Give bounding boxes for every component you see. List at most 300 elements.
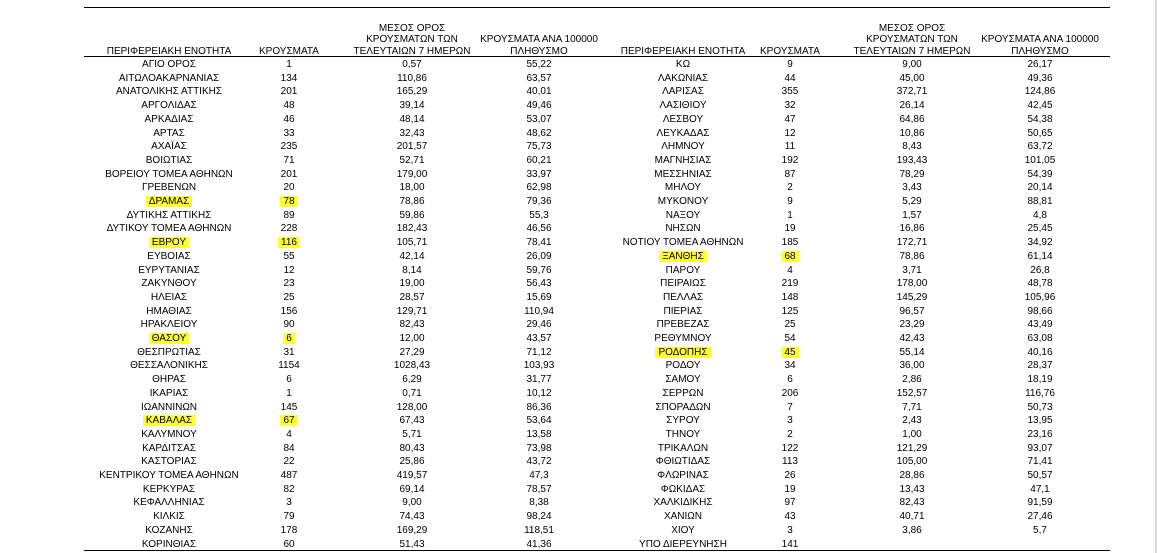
- right-cell-cases: [755, 181, 825, 195]
- right-cases-text: 54: [784, 333, 796, 344]
- left-cell-cases: [254, 113, 324, 127]
- left-per100k-text: 49,46: [526, 100, 552, 112]
- left-per100k-text: 53,07: [526, 113, 552, 125]
- right-cell-name: [600, 455, 766, 469]
- left-cell-per100k: [476, 401, 602, 415]
- left-cell-avg7: [348, 373, 476, 387]
- right-name-text: ΛΗΜΝΟΥ: [661, 141, 705, 153]
- left-cell-avg7: [348, 209, 476, 223]
- table-row: [0, 524, 1157, 538]
- table-row: [0, 264, 1157, 278]
- table-row: [0, 346, 1157, 360]
- right-cell-cases: [755, 222, 825, 236]
- right-cell-cases: [755, 414, 825, 428]
- right-avg7-text: 13,43: [899, 483, 925, 495]
- right-cell-cases: [755, 496, 825, 510]
- left-per100k-text: 8,38: [529, 497, 549, 509]
- left-cases-text: 89: [283, 209, 295, 221]
- right-name-text: ΠΕΙΡΑΙΩΣ: [660, 278, 706, 290]
- right-cell-cases: [755, 127, 825, 141]
- right-cases-text: 26: [784, 470, 796, 481]
- left-cell-avg7: [348, 442, 476, 456]
- right-per100k-text: 93,07: [1027, 442, 1053, 454]
- right-per100k-text: 50,57: [1027, 470, 1053, 481]
- right-cell-avg7: [848, 277, 976, 291]
- left-avg7-text: 201,57: [396, 141, 428, 153]
- right-cell-per100k: [976, 359, 1104, 373]
- right-cell-cases: [755, 236, 825, 250]
- right-cell-cases: [755, 140, 825, 154]
- left-cases-text: 1: [286, 59, 292, 70]
- right-cell-cases: [755, 469, 825, 483]
- left-cell-avg7: [348, 113, 476, 127]
- left-name-text: ΚΑΒΑΛΑΣ: [143, 415, 195, 426]
- left-avg7-text: 67,43: [399, 415, 425, 427]
- right-cases-text: 1: [787, 209, 793, 221]
- right-name-text: ΛΑΡΙΣΑΣ: [662, 86, 704, 98]
- right-cell-per100k: [976, 373, 1104, 387]
- left-cell-name: [84, 181, 254, 195]
- right-cell-per100k: [976, 332, 1104, 346]
- right-name-text: ΛΕΣΒΟΥ: [662, 113, 704, 125]
- right-cases-text: 185: [781, 237, 799, 249]
- left-cell-name: [84, 113, 254, 127]
- right-avg7-text: 145,29: [896, 291, 928, 303]
- left-cases-text: 1154: [278, 360, 300, 372]
- left-avg7-text: 74,43: [399, 511, 425, 523]
- right-cell-avg7: [848, 222, 976, 236]
- right-cell-per100k: [976, 318, 1104, 332]
- right-cell-name: [600, 72, 766, 86]
- right-cell-per100k: [976, 305, 1104, 319]
- left-cell-name: [84, 469, 254, 483]
- right-cell-per100k: [976, 483, 1104, 497]
- right-cell-avg7: [848, 154, 976, 168]
- left-cell-cases: [254, 483, 324, 497]
- right-cell-cases: [755, 359, 825, 373]
- right-cell-name: [600, 127, 766, 141]
- right-name-text: ΛΑΚΩΝΙΑΣ: [657, 72, 709, 84]
- left-name-text: ΚΕΝΤΡΙΚΟΥ ΤΟΜΕΑ ΑΘΗΝΩΝ: [99, 470, 239, 481]
- right-cell-name: [600, 58, 766, 72]
- left-avg7-text: 28,57: [399, 291, 425, 303]
- left-per100k-text: 56,43: [526, 278, 552, 290]
- right-cell-per100k: [976, 455, 1104, 469]
- left-cell-name: [84, 524, 254, 538]
- right-cell-avg7: [848, 373, 976, 387]
- right-cases-text: 25: [784, 319, 796, 331]
- header-region-right: ΠΕΡΙΦΕΡΕΙΑΚΗ ΕΝΟΤΗΤΑ: [620, 45, 746, 57]
- left-cell-cases: [254, 250, 324, 264]
- left-cell-name: [84, 401, 254, 415]
- left-cell-name: [84, 85, 254, 99]
- right-cell-avg7: [848, 58, 976, 72]
- left-cell-name: [84, 510, 254, 524]
- right-cell-per100k: [976, 346, 1104, 360]
- right-cell-name: [600, 277, 766, 291]
- left-cell-per100k: [476, 264, 602, 278]
- left-cell-name: [84, 236, 254, 250]
- left-cell-name: [84, 168, 254, 182]
- left-name-text: ΕΒΡΟΥ: [149, 237, 189, 248]
- right-cell-cases: [755, 510, 825, 524]
- right-cell-name: [600, 428, 766, 442]
- left-cell-cases: [254, 442, 324, 456]
- left-per100k-text: 73,98: [526, 442, 552, 454]
- right-cell-name: [600, 154, 766, 168]
- right-cell-cases: [755, 401, 825, 415]
- left-cases-text: 3: [286, 497, 292, 509]
- left-cases-text: 145: [280, 401, 298, 413]
- left-cell-name: [84, 483, 254, 497]
- right-name-text: ΡΕΘΥΜΝΟΥ: [654, 333, 712, 344]
- left-cases-text: 79: [283, 511, 295, 523]
- right-avg7-text: 3,43: [902, 182, 922, 194]
- left-cell-cases: [254, 140, 324, 154]
- left-cases-text: 48: [283, 100, 295, 112]
- right-cell-name: [600, 250, 766, 264]
- left-cell-cases: [254, 510, 324, 524]
- right-cases-text: 219: [781, 278, 799, 290]
- left-avg7-text: 52,71: [399, 154, 425, 166]
- right-avg7-text: 1,00: [902, 428, 922, 440]
- right-name-text: ΠΙΕΡΙΑΣ: [663, 305, 703, 317]
- left-name-text: ΙΩΑΝΝΙΝΩΝ: [140, 401, 198, 413]
- right-cell-cases: [755, 99, 825, 113]
- table-row: [0, 469, 1157, 483]
- left-cell-per100k: [476, 113, 602, 127]
- left-cell-avg7: [348, 181, 476, 195]
- header-cases-left: ΚΡΟΥΣΜΑΤΑ: [259, 45, 319, 57]
- left-avg7-text: 169,29: [396, 524, 428, 536]
- left-cell-per100k: [476, 222, 602, 236]
- right-cell-per100k: [976, 195, 1104, 209]
- left-cell-avg7: [348, 154, 476, 168]
- left-cell-avg7: [348, 332, 476, 346]
- left-cell-per100k: [476, 58, 602, 72]
- left-cell-avg7: [348, 277, 476, 291]
- right-name-text: ΝΑΞΟΥ: [665, 209, 701, 221]
- left-cases-text: 6: [286, 374, 292, 386]
- right-avg7-text: 96,57: [899, 305, 925, 317]
- right-per100k-text: 71,41: [1027, 456, 1053, 468]
- right-cell-avg7: [848, 469, 976, 483]
- right-avg7-text: 23,29: [899, 319, 925, 331]
- right-cell-name: [600, 99, 766, 113]
- left-name-text: ΕΥΡΥΤΑΝΙΑΣ: [138, 264, 200, 276]
- left-cases-text: 134: [280, 72, 298, 84]
- right-cell-avg7: [848, 442, 976, 456]
- left-cell-name: [84, 332, 254, 346]
- table-row: [0, 72, 1157, 86]
- left-name-text: ΚΑΡΔΙΤΣΑΣ: [142, 442, 196, 454]
- left-avg7-text: 129,71: [396, 305, 428, 317]
- left-per100k-text: 75,73: [526, 141, 552, 153]
- right-per100k-text: 124,86: [1024, 86, 1056, 98]
- right-per100k-text: 43,49: [1027, 319, 1053, 331]
- right-cases-text: 192: [781, 154, 799, 166]
- right-avg7-text: 3,86: [902, 524, 922, 536]
- right-cases-text: 47: [784, 113, 796, 125]
- right-cell-per100k: [976, 168, 1104, 182]
- left-cases-text: 156: [280, 305, 298, 317]
- right-per100k-text: 13,95: [1027, 415, 1053, 427]
- table-row: [0, 305, 1157, 319]
- left-name-text: ΑΡΓΟΛΙΔΑΣ: [141, 100, 197, 112]
- left-cell-avg7: [348, 469, 476, 483]
- table-top-rule: [84, 7, 1110, 8]
- header-cases-right: ΚΡΟΥΣΜΑΤΑ: [760, 45, 820, 57]
- left-avg7-text: 0,71: [402, 387, 422, 399]
- right-per100k-text: 101,05: [1024, 154, 1056, 166]
- right-cell-name: [600, 291, 766, 305]
- left-cell-per100k: [476, 209, 602, 223]
- right-cell-name: [600, 387, 766, 401]
- left-cell-cases: [254, 373, 324, 387]
- header-per100k-right: ΚΡΟΥΣΜΑΤΑ ΑΝΑ 100000 ΠΛΗΘΥΣΜΟ: [981, 34, 1099, 57]
- left-per100k-text: 86,36: [526, 401, 552, 413]
- left-name-text: ΑΡΚΑΔΙΑΣ: [144, 113, 194, 125]
- left-per100k-text: 43,57: [526, 333, 552, 344]
- left-per100k-text: 118,51: [524, 524, 554, 536]
- right-cell-name: [600, 346, 766, 360]
- right-cell-name: [600, 195, 766, 209]
- header-region-left: ΠΕΡΙΦΕΡΕΙΑΚΗ ΕΝΟΤΗΤΑ: [106, 45, 232, 57]
- right-cell-per100k: [976, 85, 1104, 99]
- right-name-text: ΦΩΚΙΔΑΣ: [660, 483, 706, 495]
- table-row: [0, 414, 1157, 428]
- right-cell-name: [600, 85, 766, 99]
- right-cell-per100k: [976, 291, 1104, 305]
- right-cell-per100k: [976, 209, 1104, 223]
- left-cell-avg7: [348, 387, 476, 401]
- left-cell-avg7: [348, 428, 476, 442]
- table-row: [0, 250, 1157, 264]
- left-cell-avg7: [348, 99, 476, 113]
- right-cell-cases: [755, 318, 825, 332]
- left-avg7-text: 69,14: [399, 483, 425, 495]
- right-cases-text: 125: [781, 305, 799, 317]
- right-cell-cases: [755, 72, 825, 86]
- left-cell-name: [84, 291, 254, 305]
- left-per100k-text: 59,76: [526, 264, 552, 276]
- left-name-text: ΔΥΤΙΚΟΥ ΤΟΜΕΑ ΑΘΗΝΩΝ: [106, 223, 232, 235]
- left-per100k-text: 13,58: [526, 428, 552, 440]
- left-avg7-text: 51,43: [399, 538, 425, 550]
- left-per100k-text: 33,97: [526, 168, 552, 180]
- left-cell-cases: [254, 72, 324, 86]
- left-name-text: ΑΡΤΑΣ: [153, 127, 185, 139]
- left-cell-per100k: [476, 99, 602, 113]
- left-name-text: ΔΡΑΜΑΣ: [146, 196, 192, 207]
- table-row: [0, 99, 1157, 113]
- left-cell-per100k: [476, 346, 602, 360]
- left-avg7-text: 6,29: [402, 374, 422, 386]
- table-row: [0, 332, 1157, 346]
- right-cell-avg7: [848, 332, 976, 346]
- left-cell-avg7: [348, 72, 476, 86]
- left-cell-cases: [254, 181, 324, 195]
- right-cell-avg7: [848, 99, 976, 113]
- left-cases-text: 487: [280, 470, 298, 481]
- right-avg7-text: 105,00: [896, 456, 928, 468]
- right-cell-avg7: [848, 483, 976, 497]
- left-cell-cases: [254, 99, 324, 113]
- right-cell-avg7: [848, 524, 976, 538]
- left-cell-cases: [254, 318, 324, 332]
- right-per100k-text: 4,8: [1033, 209, 1047, 221]
- right-cases-text: 19: [784, 483, 796, 495]
- right-name-text: ΥΠΟ ΔΙΕΡΕΥΝΗΣΗ: [639, 538, 727, 550]
- left-cell-per100k: [476, 305, 602, 319]
- table-row: [0, 496, 1157, 510]
- right-name-text: ΧΑΝΙΩΝ: [663, 511, 703, 523]
- left-avg7-text: 105,71: [396, 237, 428, 249]
- header-avg7-right: ΜΕΣΟΣ ΟΡΟΣ ΚΡΟΥΣΜΑΤΩΝ ΤΩΝ ΤΕΛΕΥΤΑΙΩΝ 7 ΗΜΕΡΩΝ: [853, 22, 971, 57]
- right-cell-avg7: [848, 346, 976, 360]
- left-cell-name: [84, 496, 254, 510]
- right-cases-text: 6: [787, 374, 793, 386]
- left-cell-avg7: [348, 291, 476, 305]
- left-cases-text: 6: [283, 333, 295, 344]
- right-avg7-text: 2,86: [902, 374, 922, 386]
- left-cell-avg7: [348, 318, 476, 332]
- right-cell-per100k: [976, 264, 1104, 278]
- left-name-text: ΘΕΣΣΑΛΟΝΙΚΗΣ: [130, 360, 208, 372]
- left-cell-name: [84, 250, 254, 264]
- left-cell-cases: [254, 195, 324, 209]
- right-cell-cases: [755, 58, 825, 72]
- left-name-text: ΕΥΒΟΙΑΣ: [147, 250, 191, 262]
- left-cell-cases: [254, 85, 324, 99]
- right-cell-name: [600, 414, 766, 428]
- right-cell-avg7: [848, 291, 976, 305]
- right-cell-name: [600, 305, 766, 319]
- right-cell-avg7: [848, 387, 976, 401]
- right-cases-text: 113: [782, 456, 798, 468]
- table-row: [0, 168, 1157, 182]
- right-cell-cases: [755, 442, 825, 456]
- right-cell-per100k: [976, 250, 1104, 264]
- left-cell-per100k: [476, 332, 602, 346]
- table-row: [0, 209, 1157, 223]
- right-cell-cases: [755, 387, 825, 401]
- right-cases-text: 68: [781, 251, 798, 262]
- right-avg7-text: 9,00: [902, 59, 922, 70]
- left-cell-cases: [254, 428, 324, 442]
- right-avg7-text: 78,29: [899, 168, 925, 180]
- left-cell-avg7: [348, 250, 476, 264]
- right-per100k-text: 91,59: [1027, 497, 1053, 509]
- left-avg7-text: 128,00: [396, 401, 428, 413]
- right-name-text: ΚΩ: [675, 59, 691, 70]
- right-name-text: ΠΡΕΒΕΖΑΣ: [656, 319, 710, 331]
- left-cell-cases: [254, 401, 324, 415]
- table-row: [0, 387, 1157, 401]
- right-cell-cases: [755, 291, 825, 305]
- left-name-text: ΗΛΕΙΑΣ: [150, 291, 188, 303]
- left-cell-name: [84, 154, 254, 168]
- left-name-text: ΘΑΣΟΥ: [149, 333, 190, 344]
- right-cases-text: 11: [784, 141, 796, 153]
- left-cell-avg7: [348, 346, 476, 360]
- left-cell-cases: [254, 496, 324, 510]
- left-avg7-text: 39,14: [399, 100, 425, 112]
- right-name-text: ΠΕΛΛΑΣ: [662, 291, 704, 303]
- right-avg7-text: 5,29: [902, 196, 922, 207]
- left-cell-per100k: [476, 387, 602, 401]
- right-per100k-text: 63,72: [1027, 141, 1053, 153]
- right-avg7-text: 10,86: [899, 127, 925, 139]
- left-name-text: ΒΟΙΩΤΙΑΣ: [145, 154, 193, 166]
- right-avg7-text: 28,86: [899, 470, 925, 481]
- right-cases-text: 355: [781, 86, 799, 98]
- left-avg7-text: 165,29: [396, 86, 428, 98]
- left-cell-name: [84, 346, 254, 360]
- right-cell-name: [600, 496, 766, 510]
- left-cell-per100k: [476, 455, 602, 469]
- left-cases-text: 33: [283, 127, 295, 139]
- table-row: [0, 85, 1157, 99]
- right-name-text: ΧΑΛΚΙΔΙΚΗΣ: [653, 497, 713, 509]
- right-cell-per100k: [976, 524, 1104, 538]
- left-cell-per100k: [476, 72, 602, 86]
- left-cell-cases: [254, 154, 324, 168]
- left-cell-per100k: [476, 469, 602, 483]
- right-cell-name: [600, 469, 766, 483]
- left-cell-per100k: [476, 442, 602, 456]
- right-avg7-text: 2,43: [902, 415, 922, 427]
- right-cell-cases: [755, 483, 825, 497]
- left-cases-text: 55: [283, 250, 295, 262]
- left-cell-cases: [254, 209, 324, 223]
- right-cases-text: 44: [784, 72, 796, 84]
- right-cell-avg7: [848, 305, 976, 319]
- right-per100k-text: 50,73: [1027, 401, 1053, 413]
- left-cell-per100k: [476, 414, 602, 428]
- left-cell-avg7: [348, 222, 476, 236]
- left-cell-avg7: [348, 401, 476, 415]
- left-name-text: ΒΟΡΕΙΟΥ ΤΟΜΕΑ ΑΘΗΝΩΝ: [105, 168, 233, 180]
- table-row: [0, 359, 1157, 373]
- right-avg7-text: 3,71: [902, 264, 922, 276]
- left-cell-cases: [254, 222, 324, 236]
- left-cell-name: [84, 442, 254, 456]
- right-cell-avg7: [848, 455, 976, 469]
- right-name-text: ΝΗΣΩΝ: [665, 223, 701, 235]
- right-cell-name: [600, 359, 766, 373]
- right-avg7-text: 42,43: [899, 333, 925, 344]
- right-cases-text: 3: [787, 415, 793, 427]
- table-row: [0, 236, 1157, 250]
- right-cell-name: [600, 181, 766, 195]
- left-per100k-text: 43,72: [526, 456, 552, 468]
- left-cases-text: 23: [283, 278, 295, 290]
- left-per100k-text: 41,36: [526, 538, 552, 550]
- right-cell-name: [600, 510, 766, 524]
- table-row: [0, 277, 1157, 291]
- left-avg7-text: 78,86: [399, 196, 425, 207]
- left-avg7-text: 42,14: [399, 250, 425, 262]
- left-cases-text: 201: [280, 86, 298, 98]
- right-cases-text: 87: [784, 168, 796, 180]
- left-cell-cases: [254, 359, 324, 373]
- table-row: [0, 510, 1157, 524]
- right-cases-text: 32: [784, 100, 796, 112]
- right-cases-text: 2: [787, 428, 793, 440]
- left-cell-cases: [254, 455, 324, 469]
- right-cell-cases: [755, 373, 825, 387]
